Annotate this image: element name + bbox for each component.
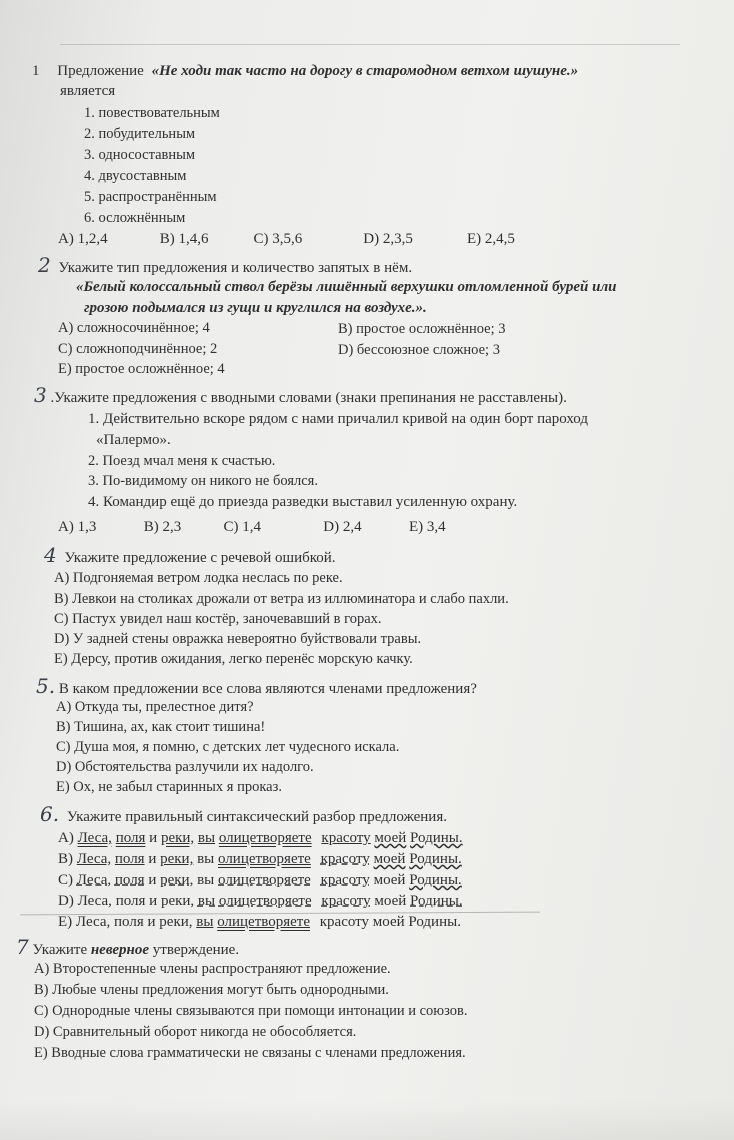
parse-word: вы <box>197 830 216 846</box>
question-title-prefix: Укажите <box>32 942 88 958</box>
answer-option: A) Откуда ты, прелестное дитя? <box>56 699 254 715</box>
parse-word: поля <box>114 872 145 888</box>
parse-option <box>58 829 463 847</box>
question-3-header <box>34 383 567 407</box>
question-prefix: Предложение <box>57 63 144 79</box>
list-item: 2. Поезд мчал меня к счастью. <box>88 453 276 469</box>
question-quote: «Белый колоссальный ствол берёзы лишённый верхушки отломленной бурей или <box>76 279 617 295</box>
question-title: .Укажите предложения с вводными словами (знаки препинания не расставлены). <box>50 390 567 406</box>
parse-word: реки, <box>160 851 194 867</box>
answer-option: A) 1,3 <box>58 519 97 535</box>
question-1-header <box>32 62 578 80</box>
parse-word: вы <box>196 914 214 930</box>
parse-option <box>58 892 463 910</box>
answer-option: D) бессоюзное сложное; 3 <box>338 342 500 358</box>
answer-option: A) сложносочинённое; 4 <box>58 320 210 336</box>
list-item: 3. односоставным <box>84 147 196 163</box>
answer-option: D) 2,4 <box>323 519 362 535</box>
handwritten-number: 5. <box>36 674 56 698</box>
parse-word: реки, <box>160 893 195 909</box>
question-title: В каком предложении все слова являются членами предложения? <box>58 681 477 697</box>
parse-word: Родины. <box>408 914 461 930</box>
answer-option: E) Дерсу, против ожидания, легко перенёс морскую качку. <box>54 651 413 667</box>
question-number: 1 <box>32 63 40 79</box>
answer-option: E) Вводные слова грамматически не связаны с членами предложения. <box>34 1045 466 1061</box>
parse-word: и <box>149 830 158 846</box>
handwritten-number: 3 <box>34 383 47 407</box>
list-item: 1. Действительно вскоре рядом с нами причалил кривой на один борт пароход <box>88 411 589 427</box>
option-letter: A) <box>58 830 74 846</box>
parse-word: красоту <box>320 872 370 888</box>
option-letter: E) <box>58 914 73 930</box>
handwritten-number: 6. <box>40 802 60 826</box>
parse-word: красоту <box>320 851 370 867</box>
parse-word: олицетворяете <box>217 914 310 930</box>
parse-word: Родины. <box>410 893 463 909</box>
parse-word: красоту <box>319 914 370 930</box>
question-title-suffix: утверждение. <box>152 942 240 958</box>
answer-option: A) 1,2,4 <box>58 231 108 247</box>
handwritten-number: 2 <box>38 253 51 277</box>
answer-option: C) 3,5,6 <box>253 231 303 247</box>
parse-word: Леса, <box>76 851 112 867</box>
answer-option: A) Второстепенные члены распространяют предложение. <box>34 961 391 977</box>
answer-option: C) Душа моя, я помню, с детских лет чудесного искала. <box>56 739 400 755</box>
answer-option: D) 2,3,5 <box>363 231 413 247</box>
parse-option <box>58 913 461 931</box>
parse-word: вы <box>197 851 215 867</box>
answer-option: D) Обстоятельства разлучили их надолго. <box>56 759 314 775</box>
parse-word: и <box>148 872 157 888</box>
parse-word: вы <box>197 893 216 909</box>
parse-word: Леса, <box>77 893 112 909</box>
list-item: 1. повествовательным <box>84 105 220 121</box>
question-title: Укажите тип предложения и количество запятых в нём. <box>58 260 413 276</box>
parse-word: красоту <box>321 830 371 846</box>
list-item: «Палермо». <box>96 432 171 448</box>
question-title-emphasis: неверное <box>90 942 150 958</box>
answer-option: B) Левкои на столиках дрожали от ветра из иллюминатора и слабо пахли. <box>54 591 509 607</box>
parse-option <box>58 871 462 889</box>
answer-option: C) Однородные члены связываются при помощи интонации и союзов. <box>34 1003 468 1019</box>
question-tail: является <box>60 83 116 99</box>
list-item: 4. Командир ещё до приезда разведки выставил усиленную охрану. <box>88 494 518 510</box>
parse-word: красоту <box>321 893 371 909</box>
parse-word: олицетворяете <box>218 830 312 846</box>
list-item: 5. распространённым <box>84 189 217 205</box>
top-rule <box>60 44 680 45</box>
option-letter: C) <box>58 872 73 888</box>
parse-word: и <box>147 914 156 930</box>
parse-word: поля <box>115 830 146 846</box>
answer-option: A) Подгоняемая ветром лодка неслась по реке. <box>54 570 343 586</box>
answer-option: B) 2,3 <box>143 519 182 535</box>
handwritten-number: 4 <box>44 543 57 567</box>
answer-option: B) 1,4,6 <box>159 231 209 247</box>
parse-word: моей <box>374 893 407 909</box>
option-letter: B) <box>58 851 73 867</box>
parse-word: моей <box>372 914 405 930</box>
parse-word: моей <box>373 851 406 867</box>
parse-word: олицетворяете <box>218 872 311 888</box>
question-7-header <box>16 935 240 959</box>
bottom-shadow <box>0 1100 734 1140</box>
question-title: Укажите предложение с речевой ошибкой. <box>64 550 336 566</box>
parse-word: поля <box>115 893 146 909</box>
parse-word: поля <box>114 914 144 930</box>
parse-word: Родины. <box>410 830 463 846</box>
parse-word: реки, <box>160 872 194 888</box>
parse-word: Леса, <box>77 830 112 846</box>
answer-option: E) 2,4,5 <box>467 231 515 247</box>
answer-option: B) простое осложнённое; 3 <box>338 321 506 337</box>
parse-word: олицетворяете <box>218 851 311 867</box>
parse-word: реки, <box>159 914 193 930</box>
question-quote: «Не ходи так часто на дорогу в старомодном ветхом шушуне.» <box>151 63 579 79</box>
question-6-header <box>40 802 447 826</box>
list-item: 4. двусоставным <box>84 168 187 184</box>
parse-word: Родины. <box>409 851 462 867</box>
answer-option: B) Любые члены предложения могут быть однородными. <box>34 982 389 998</box>
answer-option: B) Тишина, ах, как стоит тишина! <box>56 719 266 735</box>
answer-option: C) сложноподчинённое; 2 <box>58 341 218 357</box>
parse-word: и <box>148 851 157 867</box>
answer-option: E) 3,4 <box>409 519 446 535</box>
option-letter: D) <box>58 893 74 909</box>
answer-option: E) Ох, не забыл старинных я проказ. <box>56 779 282 795</box>
answer-option: C) 1,4 <box>223 519 261 535</box>
handwritten-number: 7 <box>16 935 29 959</box>
answer-option: D) У задней стены овражка невероятно буйствовали травы. <box>54 631 422 647</box>
parse-word: реки, <box>160 830 195 846</box>
question-quote: грозою подымался из гущи и круглился на воздухе.». <box>84 300 427 316</box>
answer-row <box>58 230 515 248</box>
parse-word: Родины. <box>409 872 462 888</box>
parse-word: поля <box>114 851 145 867</box>
answer-option: C) Пастух увидел наш костёр, заночевавший в горах. <box>54 611 382 627</box>
answer-row <box>58 518 446 536</box>
list-item: 3. По-видимому он никого не боялся. <box>88 473 318 489</box>
parse-option <box>58 850 462 868</box>
list-item: 6. осложнённым <box>84 210 186 226</box>
question-5-header <box>36 674 477 698</box>
answer-option: E) простое осложнённое; 4 <box>58 361 225 377</box>
parse-word: моей <box>373 872 406 888</box>
parse-word: Леса, <box>75 914 111 930</box>
parse-word: моей <box>374 830 407 846</box>
list-item: 2. побудительным <box>84 126 196 142</box>
parse-word: Леса, <box>76 872 112 888</box>
question-4-header <box>44 543 336 567</box>
question-2-header <box>38 253 413 277</box>
question-title: Укажите правильный синтаксический разбор предложения. <box>66 809 447 825</box>
parse-word: олицетворяете <box>218 893 312 909</box>
parse-word: вы <box>197 872 215 888</box>
answer-option: D) Сравнительный оборот никогда не обособляется. <box>34 1024 357 1040</box>
parse-word: и <box>149 893 158 909</box>
